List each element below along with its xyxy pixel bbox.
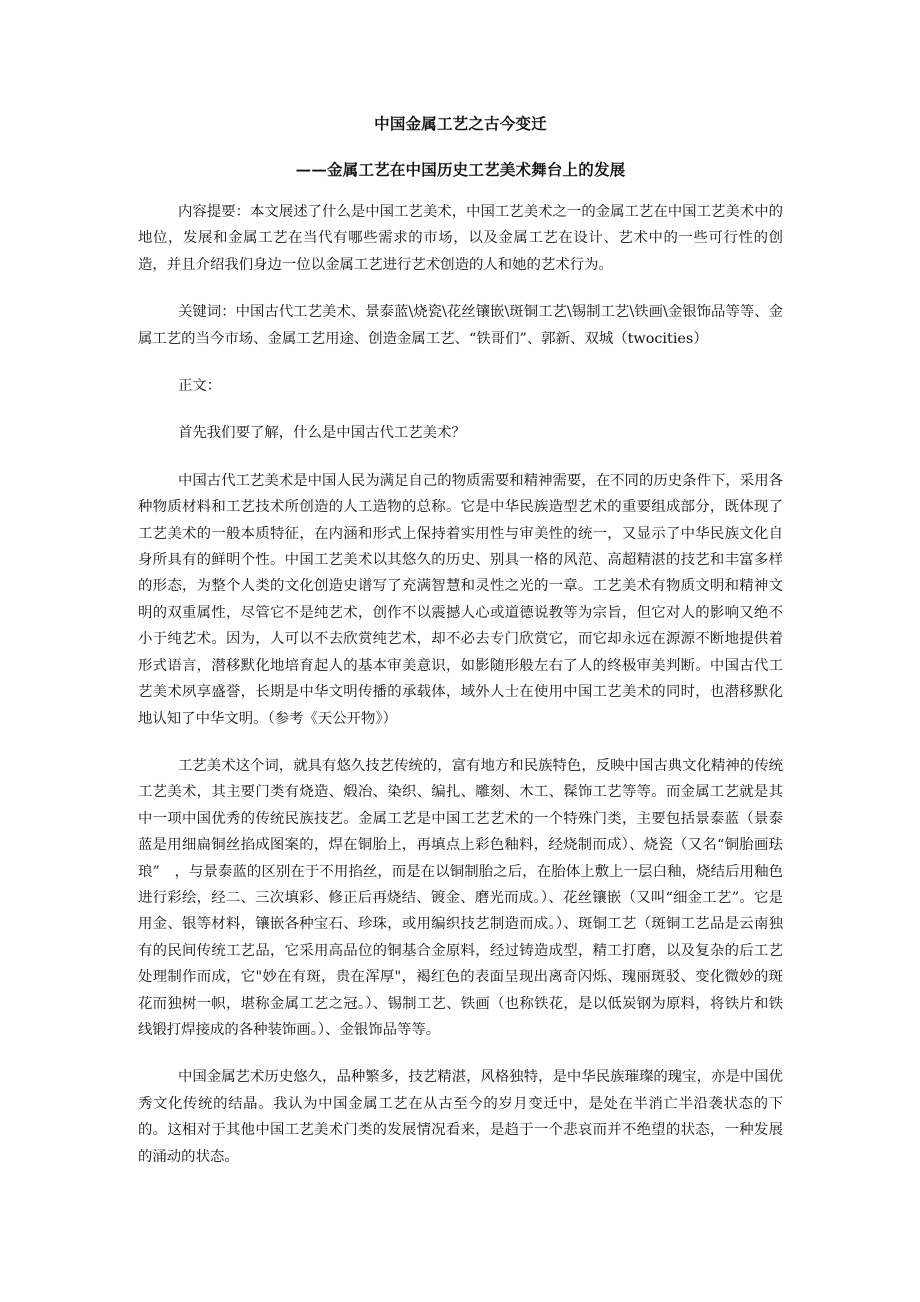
document-title: 中国金属工艺之古今变迁	[374, 114, 547, 133]
keywords-paragraph: 关键词：中国古代工艺美术、景泰蓝\烧瓷\花丝镶嵌\斑铜工艺\锡制工艺\铁画\金银饰品等等、金属工艺的当今市场、金属工艺用途、创造金属工艺、“铁哥们”、郭新、双城（twocities）	[138, 304, 783, 347]
body-paragraph-2: 工艺美术这个词，就具有悠久技艺传统的，富有地方和民族特色，反映中国古典文化精神的传统工艺美术，其主要门类有烧造、煅冶、染织、编扎、雕刻、木工、髹饰工艺等等。而金属工艺就是其中一项中国优秀的传统民族技艺。金属工艺是中国工艺艺术的一个特殊门类，主要包括景泰蓝（景泰蓝是用细扁铜丝掐成图案的，焊在铜胎上，再填点上彩色釉料，经烧制而成）、烧瓷（又名“铜胎画珐琅” ，与景泰蓝的区别在于不用掐丝，而是在以铜制胎之后，在胎体上敷上一层白釉，烧结后用釉色进行彩绘，经二、三次填彩、修正后再烧结、镀金、磨光而成。）、花丝镶嵌（又叫“细金工艺”。它是用金、银等材料，镶嵌各种宝石、珍珠，或用编织技艺制造而成。）、斑铜工艺（斑铜工艺品是云南独有的民间传统工艺品，它采用高品位的铜基合金原料，经过铸造成型，精工打磨，以及复杂的后工艺处理制作而成，它"妙在有斑，贵在浑厚"，褐红色的表面呈现出离奇闪烁、瑰丽斑驳、变化微妙的斑花而独树一帜，堪称金属工艺之冠。）、锡制工艺、铁画（也称铁花，是以低炭钢为原料，将铁片和铁线锻打焊接成的各种装饰画。）、金银饰品等等。	[138, 757, 783, 1038]
document-subtitle: ——金属工艺在中国历史工艺美术舞台上的发展	[295, 160, 626, 179]
question-paragraph: 首先我们要了解，什么是中国古代工艺美术？	[178, 425, 466, 442]
abstract-paragraph: 内容提要：本文展述了什么是中国工艺美术，中国工艺美术之一的金属工艺在中国工艺美术中的地位，发展和金属工艺在当代有哪些需求的市场，以及金属工艺在设计、艺术中的一些可行性的创造，并且介绍我们身边一位以金属工艺进行艺术创造的人和她的艺术行为。	[138, 204, 783, 273]
body-label: 正文：	[178, 378, 222, 395]
body-paragraph-3: 中国金属艺术历史悠久，品种繁多，技艺精湛，风格独特，是中华民族璀璨的瑰宝，亦是中国优秀文化传统的结晶。我认为中国金属工艺在从古至今的岁月变迁中，是处在半消亡半沿袭状态的下的。这相对于其他中国工艺美术门类的发展情况看来，是趋于一个悲哀而并不绝望的状态，一种发展的涌动的状态。	[138, 1069, 783, 1165]
document-body	[138, 111, 783, 1191]
body-paragraph-1: 中国古代工艺美术是中国人民为满足自己的物质需要和精神需要，在不同的历史条件下，采用各种物质材料和工艺技术所创造的人工造物的总称。它是中华民族造型艺术的重要组成部分，既体现了工艺美术的一般本质特征，在内涵和形式上保持着实用性与审美性的统一，又显示了中华民族文化自身所具有的鲜明个性。中国工艺美术以其悠久的历史、别具一格的风范、高超精湛的技艺和丰富多样的形态，为整个人类的文化创造史谱写了充满智慧和灵性之光的一章。工艺美术有物质文明和精神文明的双重属性，尽管它不是纯艺术，创作不以震撼人心或道德说教等为宗旨，但它对人的影响又绝不小于纯艺术。因为，人可以不去欣赏纯艺术，却不必去专门欣赏它，而它却永远在源源不断地提供着形式语言，潜移默化地培育起人的基本审美意识，如影随形般左右了人的终极审美判断。中国古代工艺美术夙享盛誉，长期是中华文明传播的承载体，域外人士在使用中国工艺美术的同时，也潜移默化地认知了中华文明。（参考《天公开物》）	[138, 472, 783, 727]
